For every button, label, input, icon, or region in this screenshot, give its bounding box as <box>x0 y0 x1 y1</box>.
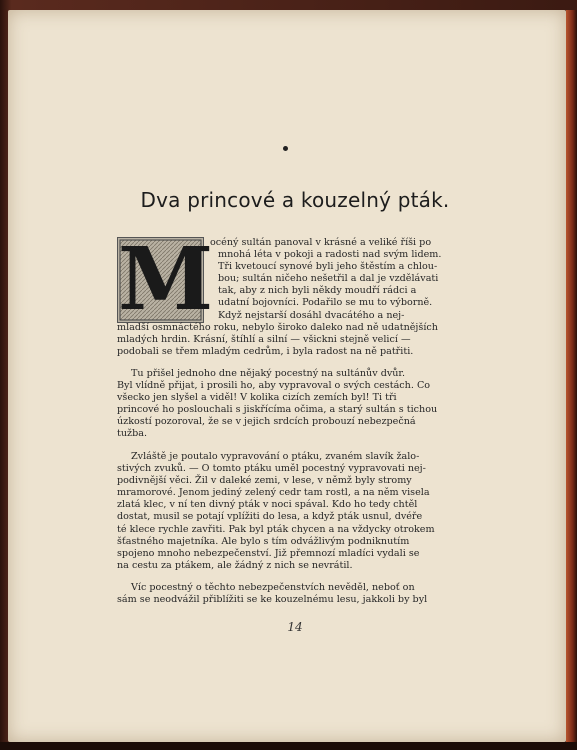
text-line: Víc pocestný o těchto nebezpečenstvích nevěděl, neboť on <box>131 582 415 593</box>
paragraph-1-side <box>210 237 475 322</box>
text-line: mladých hrdin. Krásní, štíhlí a silní — všickni stejně velicí — <box>117 334 411 346</box>
paragraph-4 <box>117 582 475 606</box>
text-line: podivnější věci. Žil v daleké zemi, v lese, v němž byly stromy <box>117 475 412 487</box>
text-line: mramorové. Jenom jediný zelený cedr tam rostl, a na něm visela <box>117 487 430 499</box>
text-line: océný sultán panoval v krásné a veliké říši po <box>210 237 432 248</box>
text-line: Tu přišel jednoho dne nějaký pocestný na sultánův dvůr. <box>131 368 406 379</box>
text-line: mnohá léta v pokoji a radosti nad svým lidem. <box>218 249 442 261</box>
page-number: 14 <box>287 620 303 634</box>
text-line: dostat, musil se potají vplížiti do lesa, a když pták usnul, dvéře <box>117 511 423 523</box>
book-cover-edge <box>566 10 577 742</box>
text-line: Tři kvetoucí synové byli jeho štěstím a chlou- <box>218 261 438 273</box>
text-line: bou; sultán ničeho nešetřil a dal je vzdělávati <box>218 273 439 285</box>
paragraph-1-full <box>117 322 475 358</box>
text-line: tužba. <box>117 428 147 440</box>
text-line: Byl vlídně přijat, i prosili ho, aby vypravoval o svých cestách. Co <box>117 380 431 392</box>
text-line: šťastného majetníka. Ale bylo s tím odvážlivým podniknutím <box>117 535 410 547</box>
paragraph-3 <box>117 451 475 572</box>
text-line: tak, aby z nich byli někdy moudří rádci a <box>218 285 417 297</box>
paragraph-2 <box>117 368 475 441</box>
text-line: udatní bojovníci. Podařilo se mu to výborně. <box>218 297 433 309</box>
initial-letter: M <box>118 229 214 330</box>
decorated-initial <box>117 229 214 330</box>
text-line: úzkostí pozoroval, že se v jejich srdcích probouzí nebezpečná <box>117 416 416 428</box>
text-line: mladší osmnáctého roku, nebylo široko daleko nad ně udatnějších <box>117 322 438 333</box>
text-line: všecko jen slyšel a viděl! V kolika cizích zemích byl! Ti tři <box>117 392 397 404</box>
text-line: zlatá klec, v ní ten divný pták v noci spával. Kdo ho tedy chtěl <box>117 499 418 511</box>
text-line: té klece rychle zavřiti. Pak byl pták chycen a na vždycky otrokem <box>117 523 435 535</box>
text-line: spojeno mnoho nebezpečenství. Již přemnozí mladíci vydali se <box>117 547 420 559</box>
text-line: princové ho poslouchali s jiskřícíma očima, a starý sultán s tichou <box>117 404 438 416</box>
text-line: podobali se třem mladým cedrům, i byla radost na ně patřiti. <box>117 346 414 358</box>
text-line: Zvláště je poutalo vypravování o ptáku, zvaném slavík žalo- <box>131 451 420 462</box>
text-line: sám se neodvážil přiblížiti se ke kouzelnému lesu, jakkoli by byl <box>117 594 428 606</box>
text-line: na cestu za ptákem, ale žádný z nich se nevrátil. <box>117 559 353 571</box>
text-line: stivých zvuků. — O tomto ptáku uměl pocestný vypravovati nej- <box>117 463 426 475</box>
chapter-title: Dva princové a kouzelný pták. <box>140 188 450 212</box>
ornament-dot <box>283 146 288 151</box>
book-bottom-edge <box>0 742 577 750</box>
text-line: Když nejstarší dosáhl dvacátého a nej- <box>218 309 405 321</box>
